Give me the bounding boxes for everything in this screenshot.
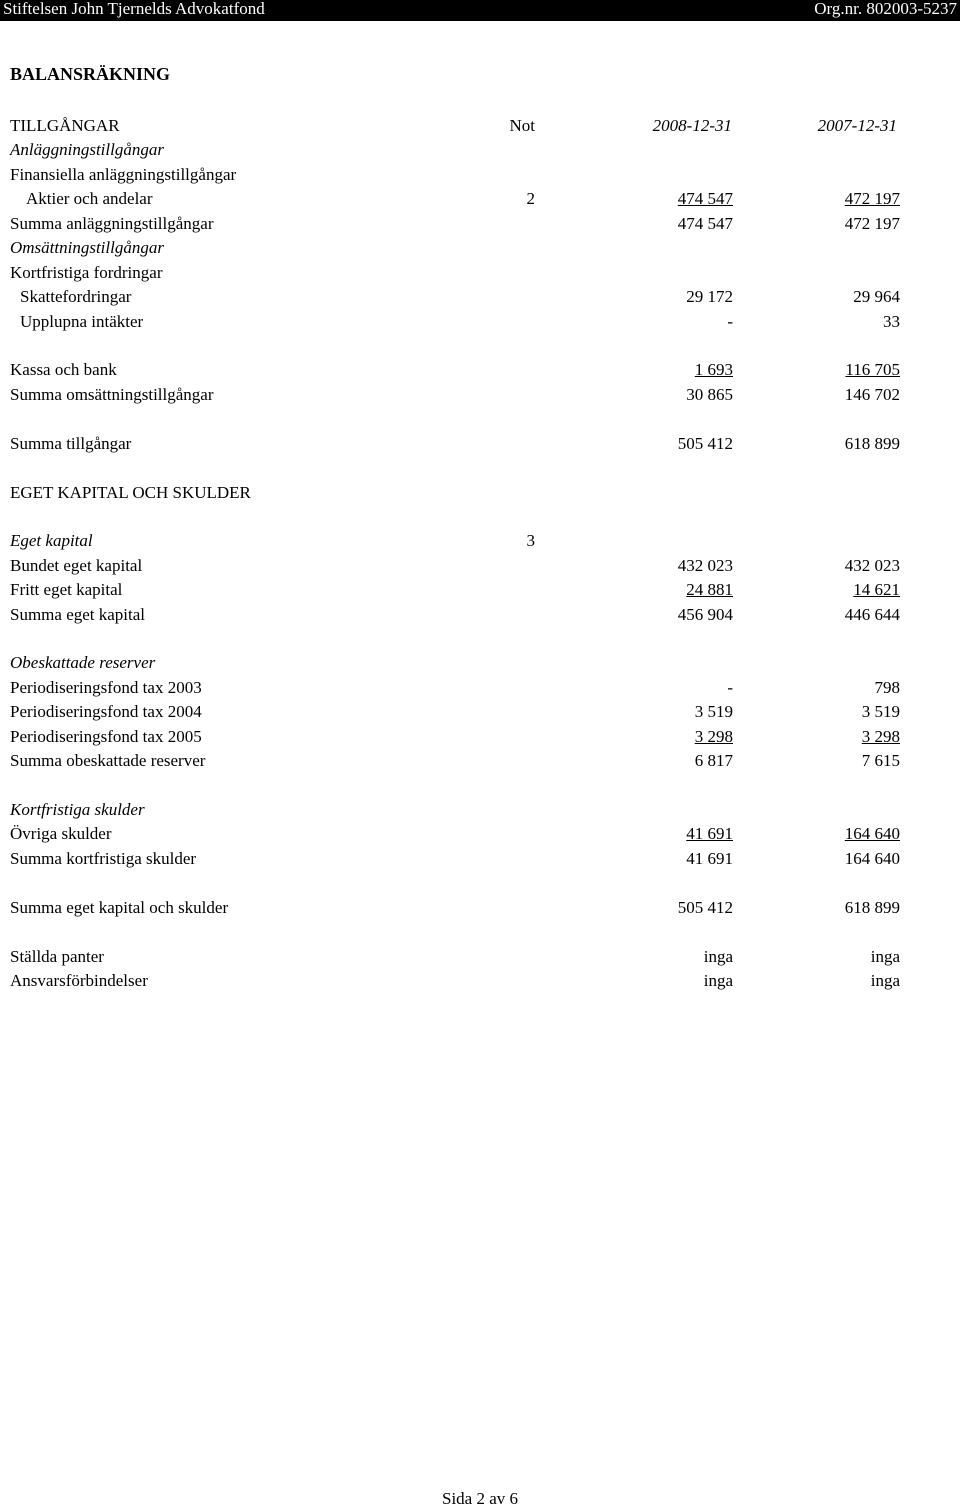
subheading-row	[0, 138, 960, 162]
row-label: Summa obeskattade reserver	[10, 751, 206, 770]
value-2008: 474 547	[677, 214, 733, 233]
table-row	[0, 969, 960, 993]
document-header-bar	[0, 0, 960, 21]
value-2007: inga	[870, 947, 900, 966]
row-label: Obeskattade reserver	[10, 653, 156, 672]
table-row	[0, 383, 960, 407]
value-2008: 29 172	[686, 287, 733, 306]
value-2007: 3 298	[861, 727, 900, 746]
row-label: Summa eget kapital och skulder	[10, 898, 229, 917]
value-2007: 164 640	[844, 849, 900, 868]
row-label: Kassa och bank	[10, 360, 117, 379]
column-header-row	[0, 114, 960, 138]
page-number: Sida 2 av 6	[441, 1489, 519, 1508]
value-2008: 41 691	[686, 824, 733, 843]
row-label: Fritt eget kapital	[10, 580, 123, 599]
organization-name: Stiftelsen John Tjernelds Advokatfond	[3, 0, 265, 18]
row-label: Finansiella anläggningstillgångar	[10, 165, 237, 184]
subheading-row	[0, 163, 960, 187]
subheading-row	[0, 651, 960, 675]
note-column-header: Not	[509, 116, 535, 135]
row-label: Summa eget kapital	[10, 605, 146, 624]
row-label: Summa tillgångar	[10, 434, 132, 453]
value-2008: 505 412	[677, 434, 733, 453]
value-2008: 41 691	[686, 849, 733, 868]
section-heading-assets: TILLGÅNGAR	[10, 116, 120, 135]
value-2007: 146 702	[844, 385, 900, 404]
value-2008: -	[727, 312, 733, 331]
table-row	[0, 432, 960, 456]
subheading-row	[0, 798, 960, 822]
row-label: Kortfristiga skulder	[10, 800, 145, 819]
value-2007: 164 640	[844, 824, 900, 843]
row-label: Summa kortfristiga skulder	[10, 849, 197, 868]
table-row	[0, 749, 960, 773]
row-label: Eget kapital	[10, 531, 93, 550]
row-label: Periodiseringsfond tax 2003	[10, 678, 202, 697]
value-2008: inga	[703, 947, 733, 966]
row-label: Upplupna intäkter	[20, 312, 144, 331]
table-row	[0, 945, 960, 969]
value-2008: 24 881	[686, 580, 733, 599]
page-title: BALANSRÄKNING	[10, 64, 171, 84]
value-2007: inga	[870, 971, 900, 990]
section-heading-row	[0, 481, 960, 505]
subheading-row	[0, 236, 960, 260]
row-label: Ansvarsförbindelser	[10, 971, 148, 990]
row-label: Periodiseringsfond tax 2004	[10, 702, 202, 721]
value-2007: 618 899	[844, 434, 900, 453]
row-label: Ställda panter	[10, 947, 104, 966]
value-2008: 3 519	[694, 702, 733, 721]
value-2008: 474 547	[677, 189, 733, 208]
table-row	[0, 310, 960, 334]
year-2007-column-header: 2007-12-31	[817, 116, 897, 135]
value-2008: 6 817	[694, 751, 733, 770]
table-row	[0, 554, 960, 578]
value-2007: 3 519	[861, 702, 900, 721]
table-row	[0, 212, 960, 236]
value-2007: 798	[874, 678, 900, 697]
value-2007: 432 023	[844, 556, 900, 575]
note-reference: 2	[526, 189, 535, 208]
table-row	[0, 896, 960, 920]
row-label: Bundet eget kapital	[10, 556, 143, 575]
row-label: Anläggningstillgångar	[10, 140, 164, 159]
value-2008: 1 693	[694, 360, 733, 379]
table-row	[0, 578, 960, 602]
value-2008: 432 023	[677, 556, 733, 575]
table-row	[0, 847, 960, 871]
table-row	[0, 700, 960, 724]
row-label: Övriga skulder	[10, 824, 112, 843]
organization-number: Org.nr. 802003-5237	[814, 0, 957, 18]
value-2007: 618 899	[844, 898, 900, 917]
note-reference: 3	[526, 531, 535, 550]
table-row	[0, 676, 960, 700]
table-row	[0, 187, 960, 211]
row-label: Aktier och andelar	[26, 189, 153, 208]
value-2008: inga	[703, 971, 733, 990]
value-2007: 7 615	[861, 751, 900, 770]
value-2008: 3 298	[694, 727, 733, 746]
table-row	[0, 358, 960, 382]
section-heading-equity-liabilities: EGET KAPITAL OCH SKULDER	[10, 483, 251, 502]
value-2007: 116 705	[845, 360, 900, 379]
table-row	[0, 603, 960, 627]
subheading-row	[0, 261, 960, 285]
value-2008: 505 412	[677, 898, 733, 917]
row-label: Skattefordringar	[20, 287, 132, 306]
row-label: Summa omsättningstillgångar	[10, 385, 214, 404]
value-2008: 30 865	[686, 385, 733, 404]
value-2007: 472 197	[844, 189, 900, 208]
value-2007: 33	[883, 312, 900, 331]
row-label: Kortfristiga fordringar	[10, 263, 163, 282]
value-2008: -	[727, 678, 733, 697]
value-2007: 472 197	[844, 214, 900, 233]
value-2007: 29 964	[853, 287, 900, 306]
subheading-row	[0, 529, 960, 553]
value-2008: 456 904	[677, 605, 733, 624]
value-2007: 14 621	[853, 580, 900, 599]
row-label: Summa anläggningstillgångar	[10, 214, 214, 233]
value-2007: 446 644	[844, 605, 900, 624]
row-label: Omsättningstillgångar	[10, 238, 164, 257]
table-row	[0, 285, 960, 309]
row-label: Periodiseringsfond tax 2005	[10, 727, 202, 746]
year-2008-column-header: 2008-12-31	[652, 116, 732, 135]
table-row	[0, 822, 960, 846]
table-row	[0, 725, 960, 749]
